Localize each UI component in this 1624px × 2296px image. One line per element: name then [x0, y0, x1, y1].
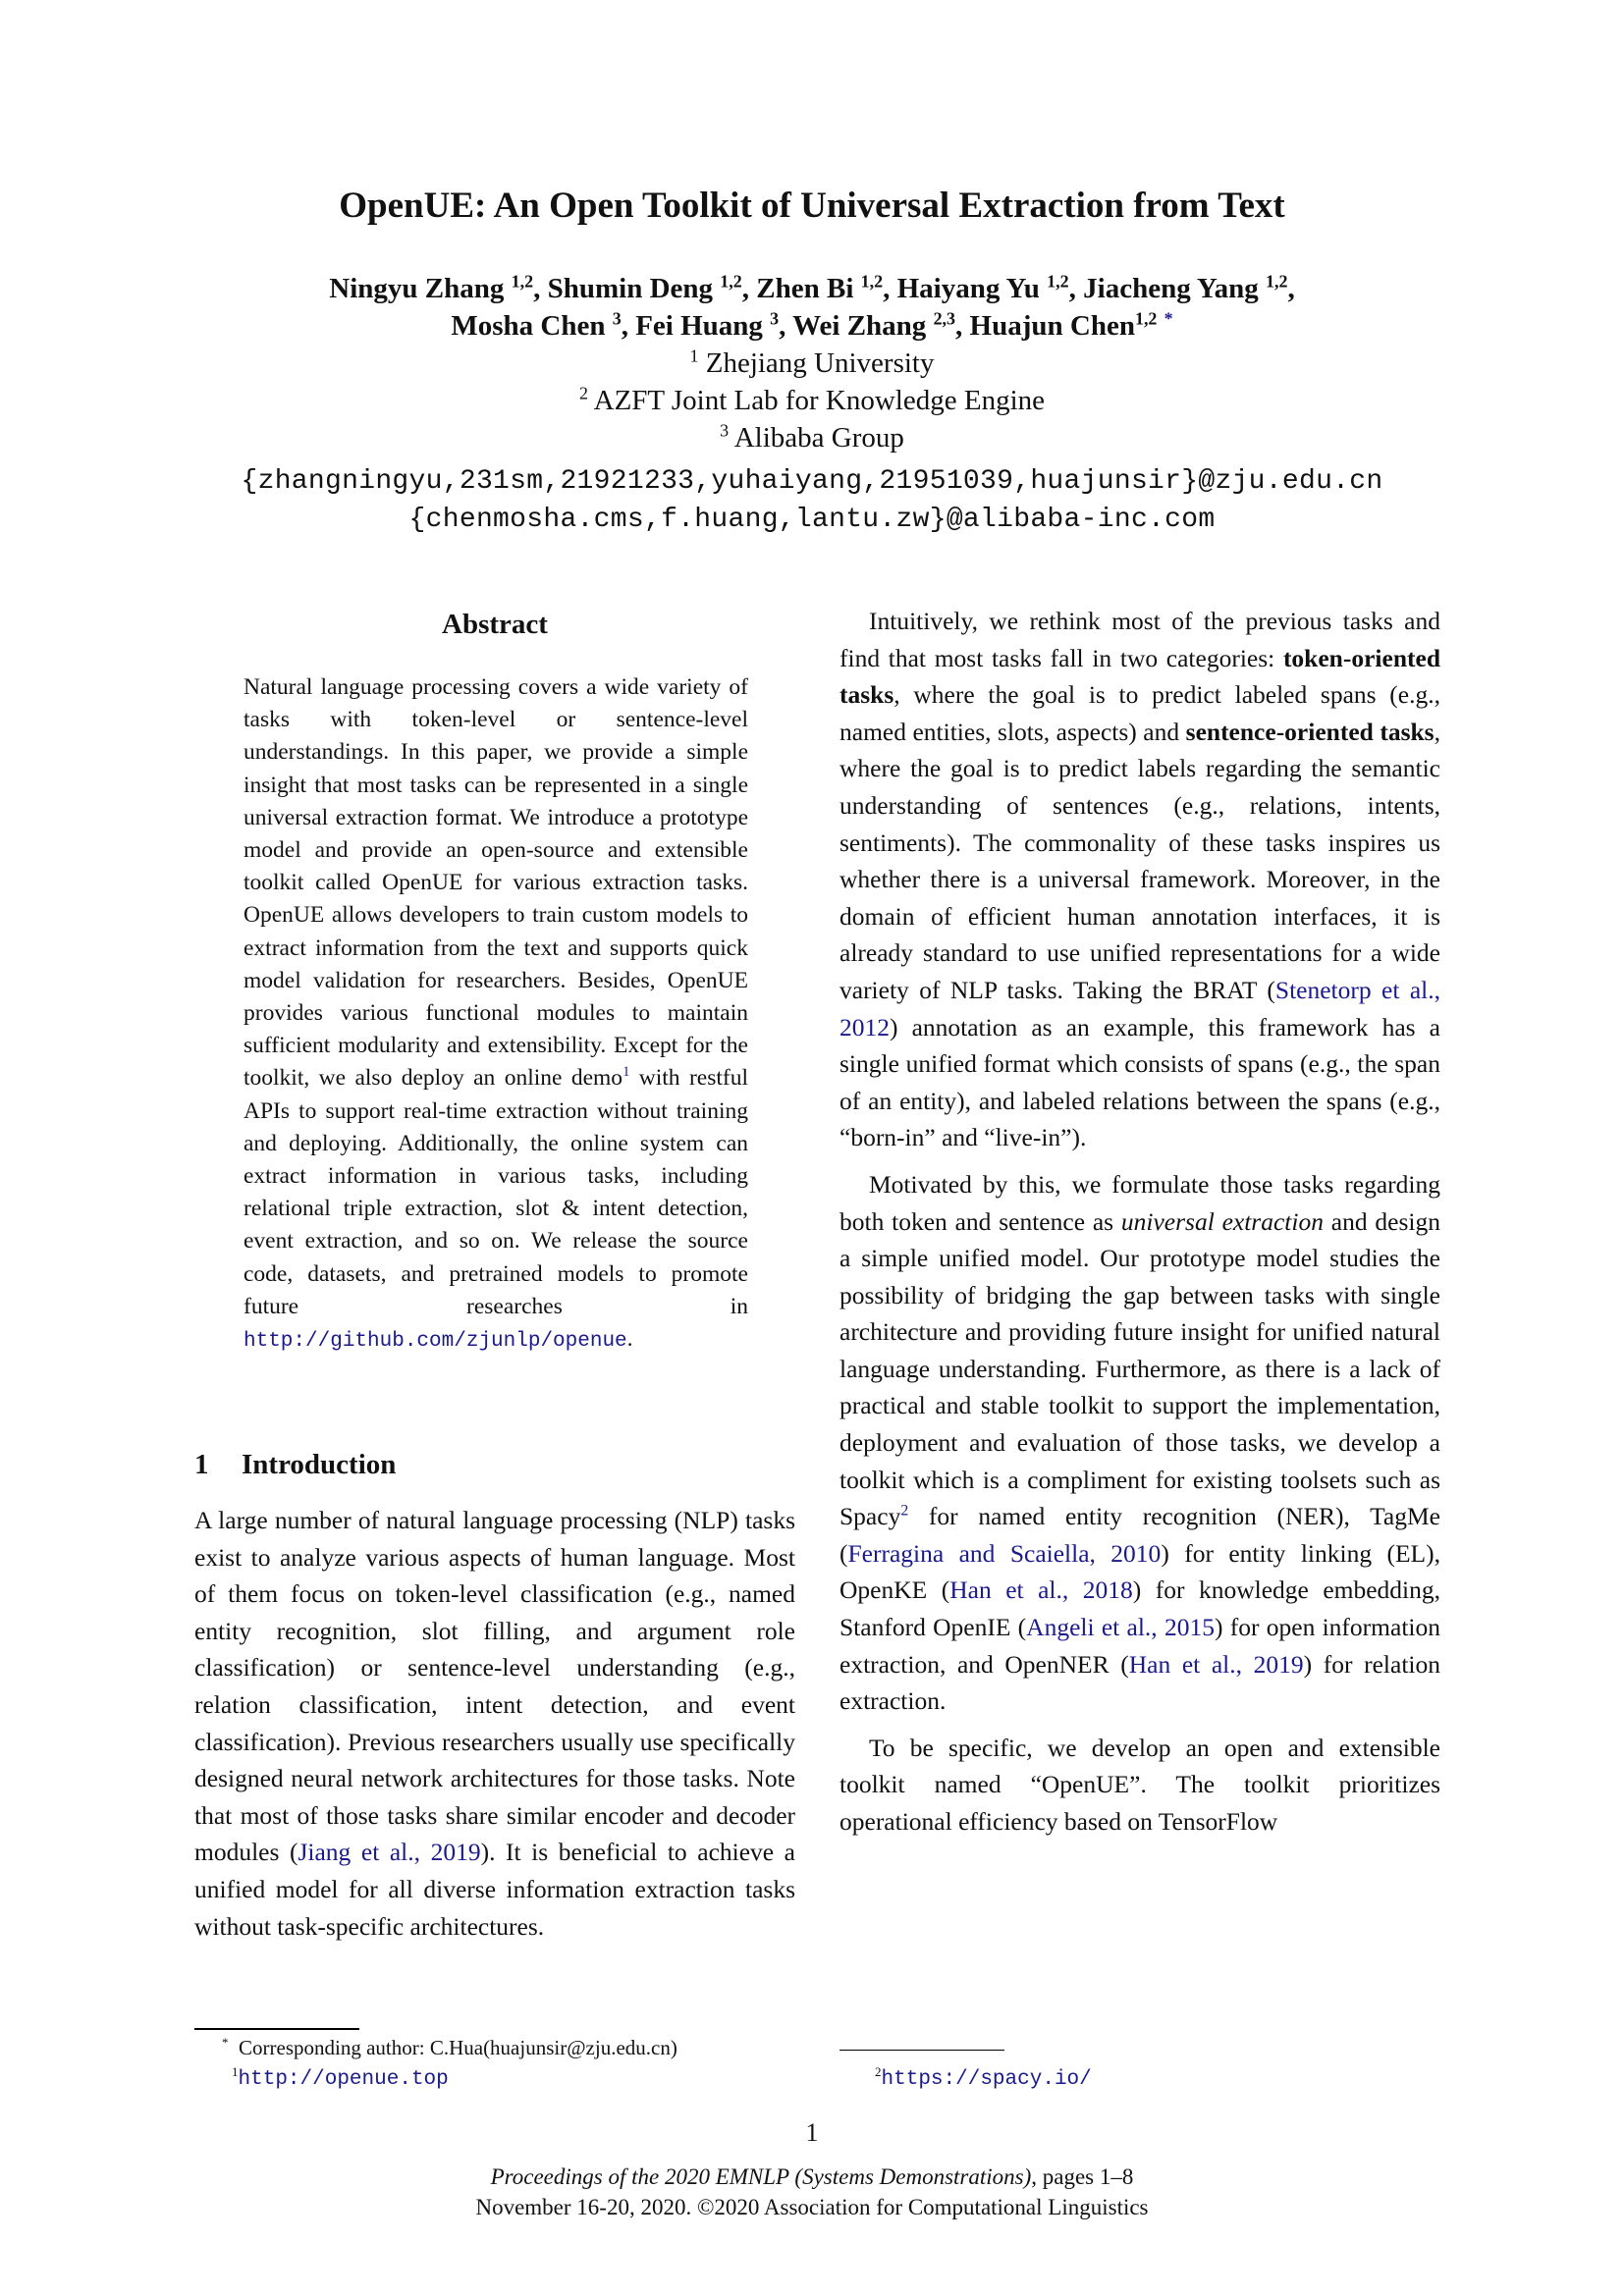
footnote-1: $^1$http://openue.top [232, 2064, 449, 2091]
author: Haiyang Yu $^{1,2}$, [896, 271, 1084, 304]
citation-jiang-2019[interactable]: Jiang et al., 2019 [298, 1838, 481, 1867]
author: Fei Huang $^3$, [635, 308, 793, 342]
page-number: 1 [805, 2118, 819, 2147]
footnote-rule-right [839, 2050, 1004, 2051]
author: Huajun Chen$^{1,2}$ * [969, 308, 1173, 342]
author: Wei Zhang $^{2,3}$, [792, 308, 970, 342]
citation-han-2019[interactable]: Han et al., 2019 [1128, 1649, 1304, 1679]
footnote-1-link[interactable]: 1 [623, 1064, 630, 1081]
introduction-paragraph-1: A large number of natural language processing (NLP) tasks exist to analyze various aspects of human language. Most of them focus on token-level classification (e.g., named entity recognition, slot filling, and argument role classification) or sentence-level understanding (e.g., relation classification, intent detection, and event classification). Previous researchers usually use specifically designed neural network architectures for those tasks. Note that most of those tasks share similar encoder and decoder modules (Jiang et al., 2019). It is beneficial to achieve a unified model for all diverse information extraction tasks without task-specific architectures. [194, 1506, 796, 1941]
citation-ferragina-2010[interactable]: Ferragina and Scaiella, 2010 [847, 1538, 1162, 1568]
affiliation-3: $^3$ Alibaba Group [720, 420, 904, 454]
abstract-body: Natural language processing covers a wide variety of tasks with token-level or sentence-level understandings. In this paper, we provide a simple insight that most tasks can be represented in a single universal extraction format. We introduce a prototype model and provide an open-source and extensible toolkit called OpenUE for various extraction tasks. OpenUE allows developers to train custom models to extract information from the text and supports quick model validation for researchers. Besides, OpenUE provides various functional modules to maintain sufficient modularity and extensibility. Except for the toolkit, we also deploy an online demo$^1$ with restful APIs to support real-time extraction without training and deploying. Additionally, the online system can extract information in various tasks, including relational triple extraction, slot & intent detection, event extraction, and so on. We release the source code, datasets, and pretrained models to promote future researches in http://github.com/zjunlp/openue. [244, 674, 748, 1354]
authors-line-1 [0, 270, 1624, 307]
proceedings-info [0, 2162, 1624, 2222]
section-heading-introduction: 1 Introduction [194, 1449, 397, 1480]
footnote-corresponding-author: * Corresponding author: C.Hua(huajunsir@zju.edu.cn) [222, 2035, 677, 2059]
citation-angeli-2015[interactable]: Angeli et al., 2015 [1026, 1613, 1215, 1642]
right-column [839, 603, 1440, 1841]
spacy-link[interactable]: https://spacy.io/ [881, 2068, 1092, 2091]
proceedings-line: Proceedings of the 2020 EMNLP (Systems Demonstrations), pages 1–8 [490, 2164, 1134, 2189]
copyright-line: November 16-20, 2020. ©2020 Association for Computational Linguistics [475, 2195, 1149, 2219]
introduction-paragraph-4: To be specific, we develop an open and extensible toolkit named “OpenUE”. The toolkit prioritizes operational efficiency based on TensorFlow [839, 1733, 1440, 1836]
email-line-1: {zhangningyu,231sm,21921233,yuhaiyang,21951039,huajunsir}@zju.edu.cn [241, 466, 1383, 497]
authors-line-2 [0, 307, 1624, 345]
footnote-rule-left [194, 2028, 359, 2030]
abstract-heading: Abstract [442, 609, 548, 640]
introduction-paragraph-2: Intuitively, we rethink most of the previous tasks and find that most tasks fall in two categories: token-oriented tasks, where the goal is to predict labeled spans (e.g., named entities, slots, aspects) and sentence-oriented tasks, where the goal is to predict labels regarding the semantic understanding of sentences (e.g., relations, intents, sentiments). The commonality of these tasks inspires us whether there is a universal framework. Moreover, in the domain of efficient human annotation interfaces, it is already standard to use unified representations for a wide variety of NLP tasks. Taking the BRAT (Stenetorp et al., 2012) annotation as an example, this framework has a single unified format which consists of spans (e.g., the span of an entity), and labeled relations between the spans (e.g., “born-in” and “live-in”). [839, 607, 1440, 1152]
author-list [0, 270, 1624, 345]
author: Shumin Deng $^{1,2}$, [547, 271, 757, 304]
corresponding-author-footnote-link[interactable]: * [1164, 308, 1173, 329]
author: Zhen Bi $^{1,2}$, [756, 271, 897, 304]
author: Ningyu Zhang $^{1,2}$, [329, 271, 548, 304]
footnote-2: $^2$https://spacy.io/ [875, 2064, 1092, 2091]
github-link[interactable]: http://github.com/zjunlp/openue [244, 1330, 627, 1354]
citation-han-2018[interactable]: Han et al., 2018 [949, 1575, 1133, 1605]
openue-demo-link[interactable]: http://openue.top [238, 2068, 449, 2091]
footnote-2-link[interactable]: 2 [900, 1502, 909, 1520]
email-line-2: {chenmosha.cms,f.huang,lantu.zw}@alibaba-inc.com [408, 505, 1216, 535]
citation-stenetorp-2012[interactable]: Stenetorp et al., 2012 [839, 975, 1440, 1041]
affiliation-2: $^2$ AZFT Joint Lab for Knowledge Engine [579, 383, 1045, 416]
affiliation-1: $^1$ Zhejiang University [689, 346, 935, 379]
author: Jiacheng Yang $^{1,2}$, [1083, 271, 1295, 304]
paper-title: OpenUE: An Open Toolkit of Universal Extraction from Text [339, 186, 1285, 226]
introduction-paragraph-3: Motivated by this, we formulate those tasks regarding both token and sentence as universal extraction and design a simple unified model. Our prototype model studies the possibility of bridging the gap between tasks with single architecture and providing future insight for unified natural language understanding. Furthermore, as there is a lack of practical and stable toolkit to support the implementation, deployment and evaluation of those tasks, we develop a toolkit which is a compliment for existing toolsets such as Spacy$^2$ for named entity recognition (NER), TagMe (Ferragina and Scaiella, 2010) for entity linking (EL), OpenKE (Han et al., 2018) for knowledge embedding, Stanford OpenIE (Angeli et al., 2015) for open information extraction, and OpenNER (Han et al., 2019) for relation extraction. [839, 1169, 1440, 1716]
author: Mosha Chen $^3$, [451, 308, 636, 342]
